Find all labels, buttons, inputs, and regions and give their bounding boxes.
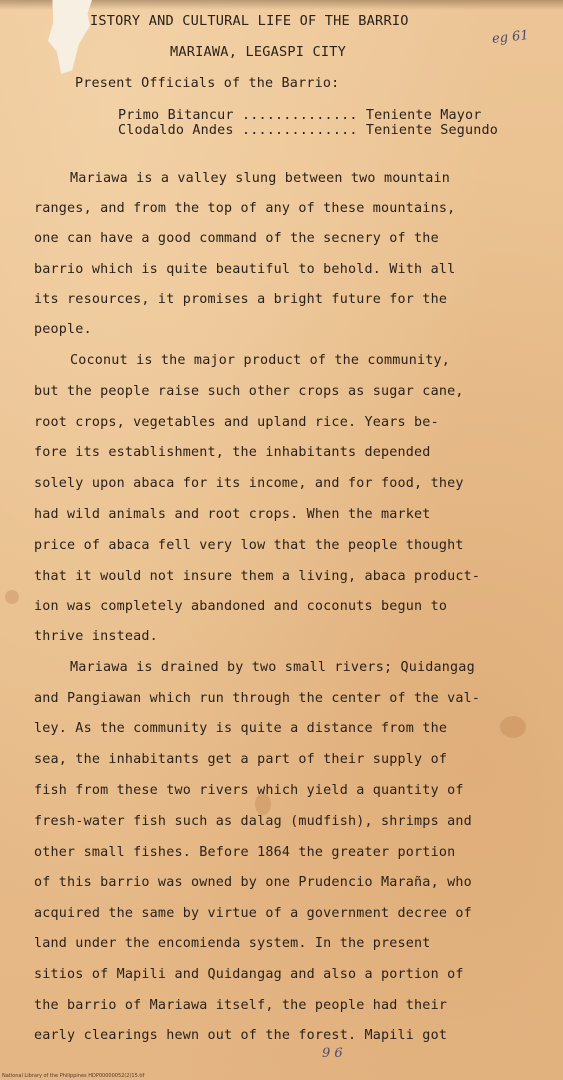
official-row xyxy=(118,108,482,123)
body-line: fish from these two rivers which yield a quantity of xyxy=(34,783,464,798)
paper-stain xyxy=(500,716,526,738)
body-line: people. xyxy=(34,322,92,337)
handwritten-corner-note: eg 61 xyxy=(491,28,530,47)
official-row xyxy=(118,123,498,138)
body-line: sitios of Mapili and Quidangag and also a portion of xyxy=(34,967,464,982)
paper-stain xyxy=(5,590,19,604)
official-name: Primo Bitancur xyxy=(118,108,234,123)
document-subtitle: MARIAWA, LEGASPI CITY xyxy=(170,44,347,60)
body-line: acquired the same by virtue of a government decree of xyxy=(34,906,472,921)
body-line: of this barrio was owned by one Prudencio Marañа, who xyxy=(34,875,472,890)
body-line: land under the encomienda system. In the present xyxy=(34,936,431,951)
body-line: fresh-water fish such as dalag (mudfish), shrimps and xyxy=(34,814,472,829)
body-line: that it would not insure them a living, abaca product- xyxy=(34,569,481,584)
body-line: root crops, vegetables and upland rice. Years be- xyxy=(34,415,439,430)
official-position: Teniente Segundo xyxy=(365,123,499,138)
leader-dots: .............. xyxy=(241,123,358,138)
body-line: ley. As the community is quite a distance from the xyxy=(34,721,448,736)
official-position: Teniente Mayor xyxy=(365,108,482,123)
body-line: but the people raise such other crops as sugar cane, xyxy=(34,384,464,399)
body-line: ion was completely abandoned and coconuts begun to xyxy=(34,599,448,614)
body-line: Mariawa is drained by two small rivers; Quidangag xyxy=(70,660,475,675)
torn-corner xyxy=(48,0,92,74)
leader-dots: .............. xyxy=(241,108,358,123)
body-line: sea, the inhabitants get a part of their supply of xyxy=(34,752,448,767)
body-line: the barrio of Mariawa itself, the people had their xyxy=(34,998,448,1013)
body-line: Coconut is the major product of the community, xyxy=(70,353,451,368)
body-line: fore its establishment, the inhabitants depended xyxy=(34,445,431,460)
body-line: other small fishes. Before 1864 the greater portion xyxy=(34,845,456,860)
document-title: ISTORY AND CULTURAL LIFE OF THE BARRIO xyxy=(90,13,409,29)
body-line: and Pangiawan which run through the center of the val- xyxy=(34,691,481,706)
body-line: Mariawa is a valley slung between two mountain xyxy=(70,171,451,186)
handwritten-page-number: 9 6 xyxy=(322,1046,343,1061)
body-line: early clearings hewn out of the forest. Mapili got xyxy=(34,1028,448,1043)
body-line: its resources, it promises a bright future for the xyxy=(34,292,448,307)
body-line: solely upon abaca for its income, and for food, they xyxy=(34,476,464,491)
scan-footer: National Library of the Philippines HDP00000052(2)15.tif xyxy=(2,1073,145,1079)
officials-heading: Present Officials of the Barrio: xyxy=(75,76,340,91)
body-line: had wild animals and root crops. When the market xyxy=(34,507,431,522)
official-name: Clodaldo Andes xyxy=(118,123,234,138)
body-line: ranges, and from the top of any of these mountains, xyxy=(34,201,456,216)
body-line: barrio which is quite beautiful to behold. With all xyxy=(34,262,456,277)
body-line: thrive instead. xyxy=(34,629,158,644)
body-line: price of abaca fell very low that the people thought xyxy=(34,538,464,553)
body-line: one can have a good command of the secnery of the xyxy=(34,231,439,246)
